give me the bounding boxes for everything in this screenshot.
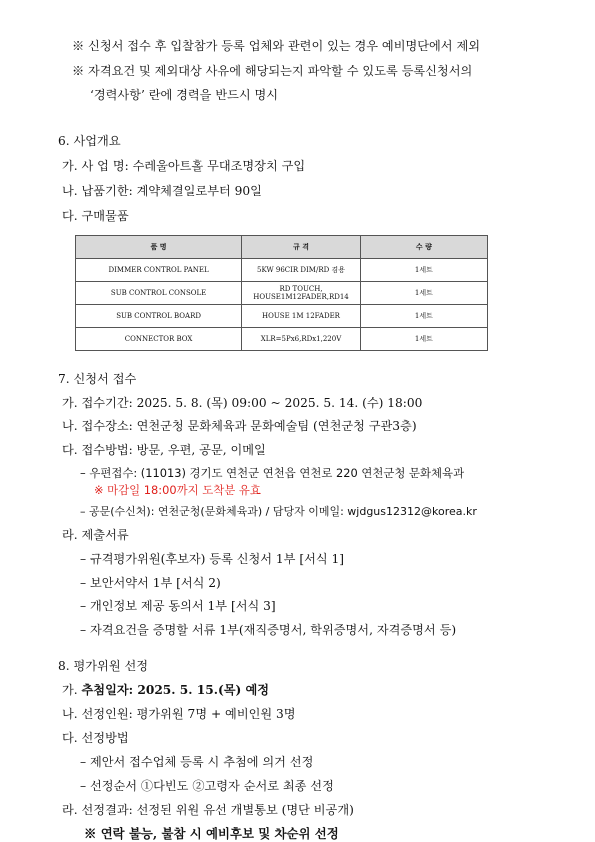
table-row	[76, 282, 488, 305]
cell-spec: HOUSE 1M 12FADER	[242, 305, 361, 328]
section-7-title: 7. 신청서 접수	[58, 372, 137, 386]
draw-date	[62, 682, 269, 698]
header-spec: 규 격	[242, 236, 361, 259]
cell-quantity: 1세트	[360, 305, 487, 328]
cell-spec: 5KW 96CIR DIM/RD 겸용	[242, 259, 361, 282]
cell-item-name: SUB CONTROL CONSOLE	[76, 282, 242, 305]
cell-item-name: CONNECTOR BOX	[76, 328, 242, 351]
selection-method-1: – 제안서 접수업체 등록 시 추첨에 의거 선정	[80, 755, 314, 769]
document-2: – 보안서약서 1부 [서식 2)	[80, 576, 221, 590]
section-8-title: 8. 평가위원 선정	[58, 659, 149, 673]
selection-method-2: – 선정순서 ①다빈도 ②고령자 순서로 최종 선정	[80, 779, 334, 793]
document-4: – 자격요건을 증명할 서류 1부(재직증명서, 학위증명서, 자격증명서 등)	[80, 623, 457, 637]
project-name: 가. 사 업 명: 수레울아트홀 무대조명장치 구입	[62, 159, 306, 173]
note-qualification-cont: ‘경력사항’ 란에 경력을 반드시 명시	[90, 88, 279, 102]
selection-count: 나. 선정인원: 평가위원 7명 + 예비인원 3명	[62, 707, 296, 721]
note-exclusion: ※ 신청서 접수 후 입찰참가 등록 업체와 관련이 있는 경우 예비명단에서 제외	[72, 39, 480, 53]
document-1: – 규격평가위원(후보자) 등록 신청서 1부 [서식 1]	[80, 552, 345, 566]
cell-item-name: DIMMER CONTROL PANEL	[76, 259, 242, 282]
draw-date-prefix: 가.	[62, 683, 82, 697]
table-row	[76, 328, 488, 351]
draw-date-value: 추첨일자: 2025. 5. 15.(목) 예정	[81, 683, 270, 697]
application-method: 다. 접수방법: 방문, 우편, 공문, 이메일	[62, 443, 266, 457]
purchase-items-label: 다. 구매물품	[62, 209, 129, 223]
submission-documents-label: 라. 제출서류	[62, 528, 129, 542]
purchase-items-table	[75, 235, 488, 351]
cell-spec: RD TOUCH, HOUSE1M12FADER,RD14	[242, 282, 361, 305]
header-item-name: 품 명	[76, 236, 242, 259]
document-3: – 개인정보 제공 동의서 1부 [서식 3]	[80, 599, 276, 613]
delivery-deadline: 나. 납품기한: 계약체결일로부터 90일	[62, 184, 262, 198]
header-quantity: 수 량	[360, 236, 487, 259]
application-place: 나. 접수장소: 연천군청 문화체육과 문화예술팀 (연천군청 구관3층)	[62, 419, 417, 433]
official-letter-application: – 공문(수신처): 연천군청(문화체육과) / 담당자 이메일: wjdgus12312@korea.kr	[80, 505, 477, 518]
table-header-row	[76, 236, 488, 259]
mail-application: – 우편접수: (11013) 경기도 연천군 연천읍 연천로 220 연천군청 문화체육과	[80, 466, 465, 480]
application-period: 가. 접수기간: 2025. 5. 8. (목) 09:00 ~ 2025. 5. 14. (수) 18:00	[62, 396, 423, 410]
table-row	[76, 259, 488, 282]
note-qualification: ※ 자격요건 및 제외대상 사유에 해당되는지 파악할 수 있도록 등록신청서의	[72, 64, 473, 78]
cell-spec: XLR=5Px6,RDx1,220V	[242, 328, 361, 351]
cell-quantity: 1세트	[360, 282, 487, 305]
deadline-note: ※ 마감일 18:00까지 도착분 유효	[94, 483, 261, 497]
selection-method-label: 다. 선정방법	[62, 731, 129, 745]
cell-quantity: 1세트	[360, 259, 487, 282]
selection-result: 라. 선정결과: 선정된 위원 유선 개별통보 (명단 비공개)	[62, 803, 354, 817]
cell-item-name: SUB CONTROL BOARD	[76, 305, 242, 328]
cell-quantity: 1세트	[360, 328, 487, 351]
section-6-title: 6. 사업개요	[58, 134, 121, 148]
contact-failure-note: ※ 연락 불능, 불참 시 예비후보 및 차순위 선정	[84, 826, 339, 841]
table-row	[76, 305, 488, 328]
